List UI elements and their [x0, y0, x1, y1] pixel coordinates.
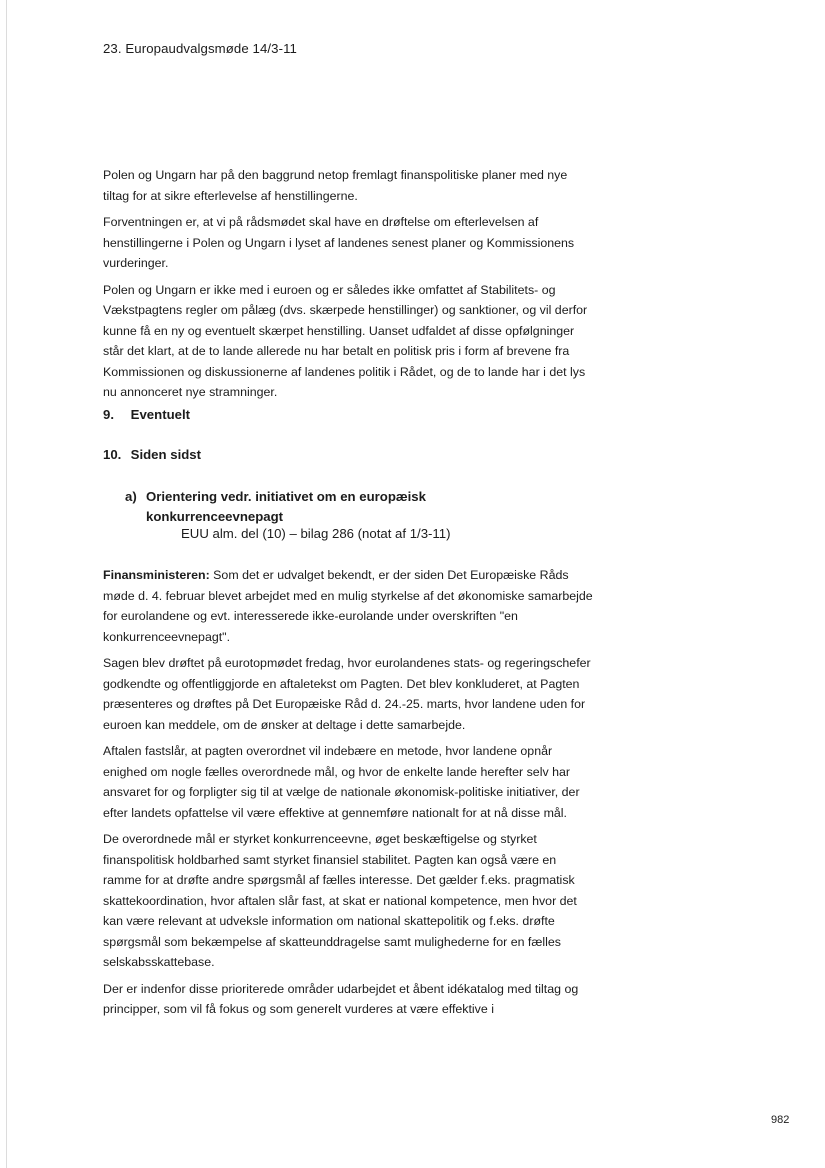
speaker-name: Finansministeren:	[103, 568, 210, 582]
section-title: Siden sidst	[130, 447, 202, 462]
document-reference: EUU alm. del (10) – bilag 286 (notat af 1/3-11)	[181, 526, 451, 541]
paragraph: Der er indenfor disse prioriterede områder udarbejdet et åbent idékatalog med tiltag og principper, som vil få fokus og som generelt vurderes at være effektive i	[103, 981, 579, 1016]
main-block	[103, 565, 593, 1026]
paragraph: Aftalen fastslår, at pagten overordnet vil indebære en metode, hvor landene opnår enighed om nogle fælles overordnede mål, og hvor de enkelte lande herefter selv har ansvaret for og forpligter sig til at vælge de nationale økonomisk-politiske initiativer, der efter landets opfattelse vil være effektive at gennemføre nationalt for at nå disse mål.	[103, 744, 580, 820]
section-9-heading	[103, 407, 190, 422]
paragraph: Forventningen er, at vi på rådsmødet skal have en drøftelse om efterlevelsen af henstillingerne i Polen og Ungarn i lyset af landenes senest planer og Kommissionens vurderinger.	[103, 215, 575, 270]
page-header: 23. Europaudvalgsmøde 14/3-11	[103, 41, 297, 56]
subsection-a-heading	[125, 487, 585, 526]
paragraph: Polen og Ungarn er ikke med i euroen og er således ikke omfattet af Stabilitets- og Vækstpagtens regler om pålæg (dvs. skærpede henstillinger) og sanktioner, og vil derfor kunne få en ny og eventuelt skærpet henstilling. Uanset udfaldet af disse opfølgninger står det klart, at de to lande allerede nu har betalt en politisk pris i form af brevene fra Kommissionen og diskussionerne af landenes politik i Rådet, og de to lande har i det lys nu annonceret nye stramninger.	[103, 282, 588, 399]
paragraph: Sagen blev drøftet på eurotopmødet fredag, hvor eurolandenes stats- og regeringschefer godkendte og offentliggjorde en aftaletekst om Pagten. Det blev konkluderet, at Pagten præsenteres og drøftes på Det Europæiske Råd d. 24.-25. marts, hvor landene uden for euroen kan meddele, om de ønsker at deltage i dette samarbejde.	[103, 656, 591, 732]
speaker-paragraph	[103, 565, 593, 647]
section-10-heading	[103, 447, 201, 462]
section-number: 9.	[103, 407, 114, 422]
paragraph: Polen og Ungarn har på den baggrund netop fremlagt finanspolitiske planer med nye tiltag for at sikre efterlevelse af henstillingerne.	[103, 168, 568, 203]
section-title: Eventuelt	[130, 407, 191, 422]
paragraph: De overordnede mål er styrket konkurrenceevne, øget beskæftigelse og styrket finanspolitisk holdbarhed samt styrket finansiel stabilitet. Pagten kan også være en ramme for at drøfte andre spørgsmål af fælles interesse. Det gælder f.eks. pragmatisk skattekoordination, hvor aftalen slår fast, at skat er national kompetence, men hvor det kan være relevant at udveksle information om national skattepolitik og f.eks. drøfte spørgsmål som bekæmpelse af skatteunddragelse samt mulighederne for en fælles selskabsskattebase.	[103, 832, 577, 969]
page-number: 982	[771, 1114, 790, 1126]
section-number: 10.	[103, 447, 122, 462]
subsection-title-line-2: konkurrenceevnepagt	[146, 508, 284, 524]
scan-edge	[6, 0, 7, 1168]
intro-block	[103, 165, 593, 409]
subsection-title-line-1: Orientering vedr. initiativet om en europæisk	[146, 489, 426, 504]
subsection-letter: a)	[125, 489, 137, 504]
speaker-text: Som det er udvalget bekendt, er der siden Det Europæiske Råds møde d. 4. februar blevet arbejdet med en mulig styrkelse af det økonomiske samarbejde for eurolandene og evt. interesserede ikke-eurolande under overskriften "en konkurrenceevnepagt".	[103, 568, 593, 644]
